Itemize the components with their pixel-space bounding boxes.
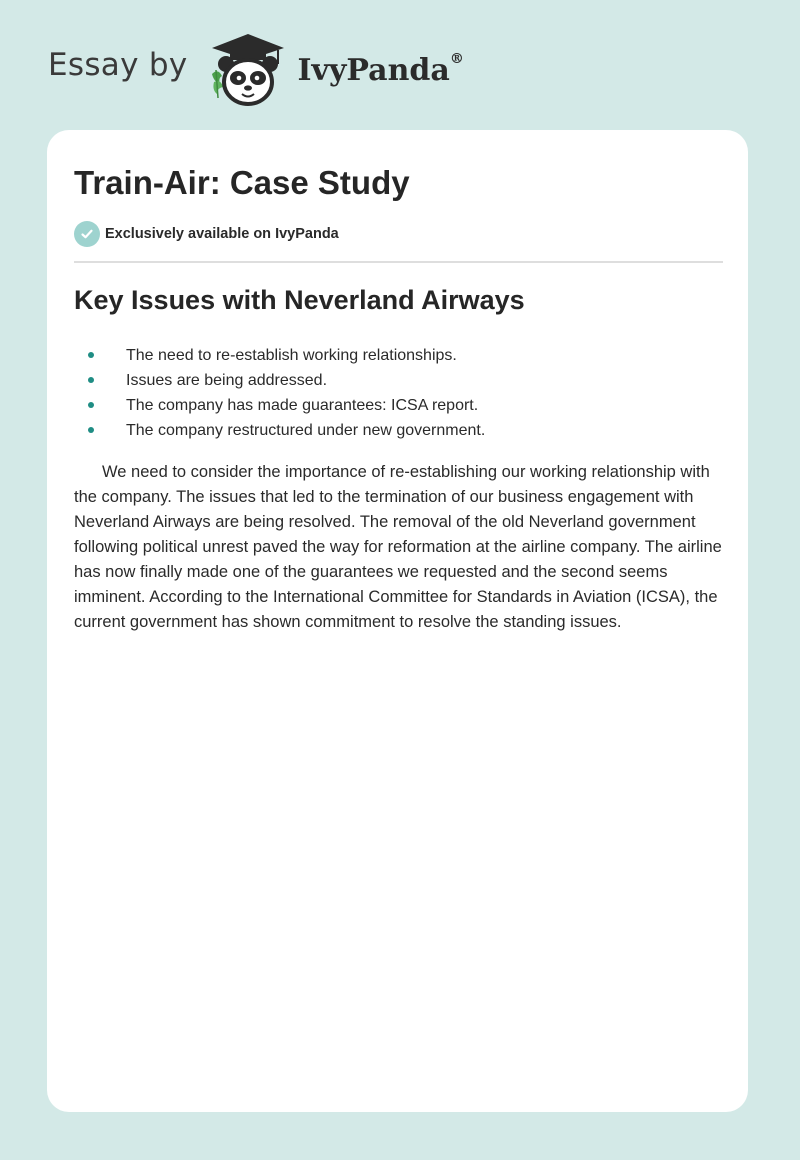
page-title: Train-Air: Case Study	[74, 164, 410, 201]
list-item: Issues are being addressed.	[74, 368, 485, 393]
section-heading: Key Issues with Neverland Airways	[74, 285, 525, 315]
checkmark-icon	[74, 221, 100, 247]
essay-card	[47, 130, 748, 1112]
ivypanda-logo[interactable]	[202, 30, 464, 110]
panda-mascot-icon	[202, 30, 294, 110]
essay-by-label: Essay by	[48, 47, 188, 83]
key-issues-list	[74, 343, 485, 443]
exclusive-label: Exclusively available on IvyPanda	[105, 226, 339, 242]
site-header	[48, 30, 464, 110]
list-item: The company restructured under new government.	[74, 418, 485, 443]
list-item: The company has made guarantees: ICSA report.	[74, 393, 485, 418]
registered-mark: ®	[449, 50, 464, 67]
body-paragraph: We need to consider the importance of re-establishing our working relationship with the company. The issues that led to the termination of our business engagement with Neverland Airways are being resolved. The removal of the old Neverland government following political unrest paved the way for reformation at the airline company. The airline has now finally made one of the guarantees we requested and the second seems imminent. According to the International Committee for Standards in Aviation (ICSA), the current government has shown commitment to resolve the standing issues.	[74, 463, 722, 631]
list-item: The need to re-establish working relationships.	[74, 343, 485, 368]
exclusive-badge	[74, 221, 339, 247]
brand-name: IvyPanda®	[297, 50, 464, 88]
divider	[74, 261, 723, 263]
